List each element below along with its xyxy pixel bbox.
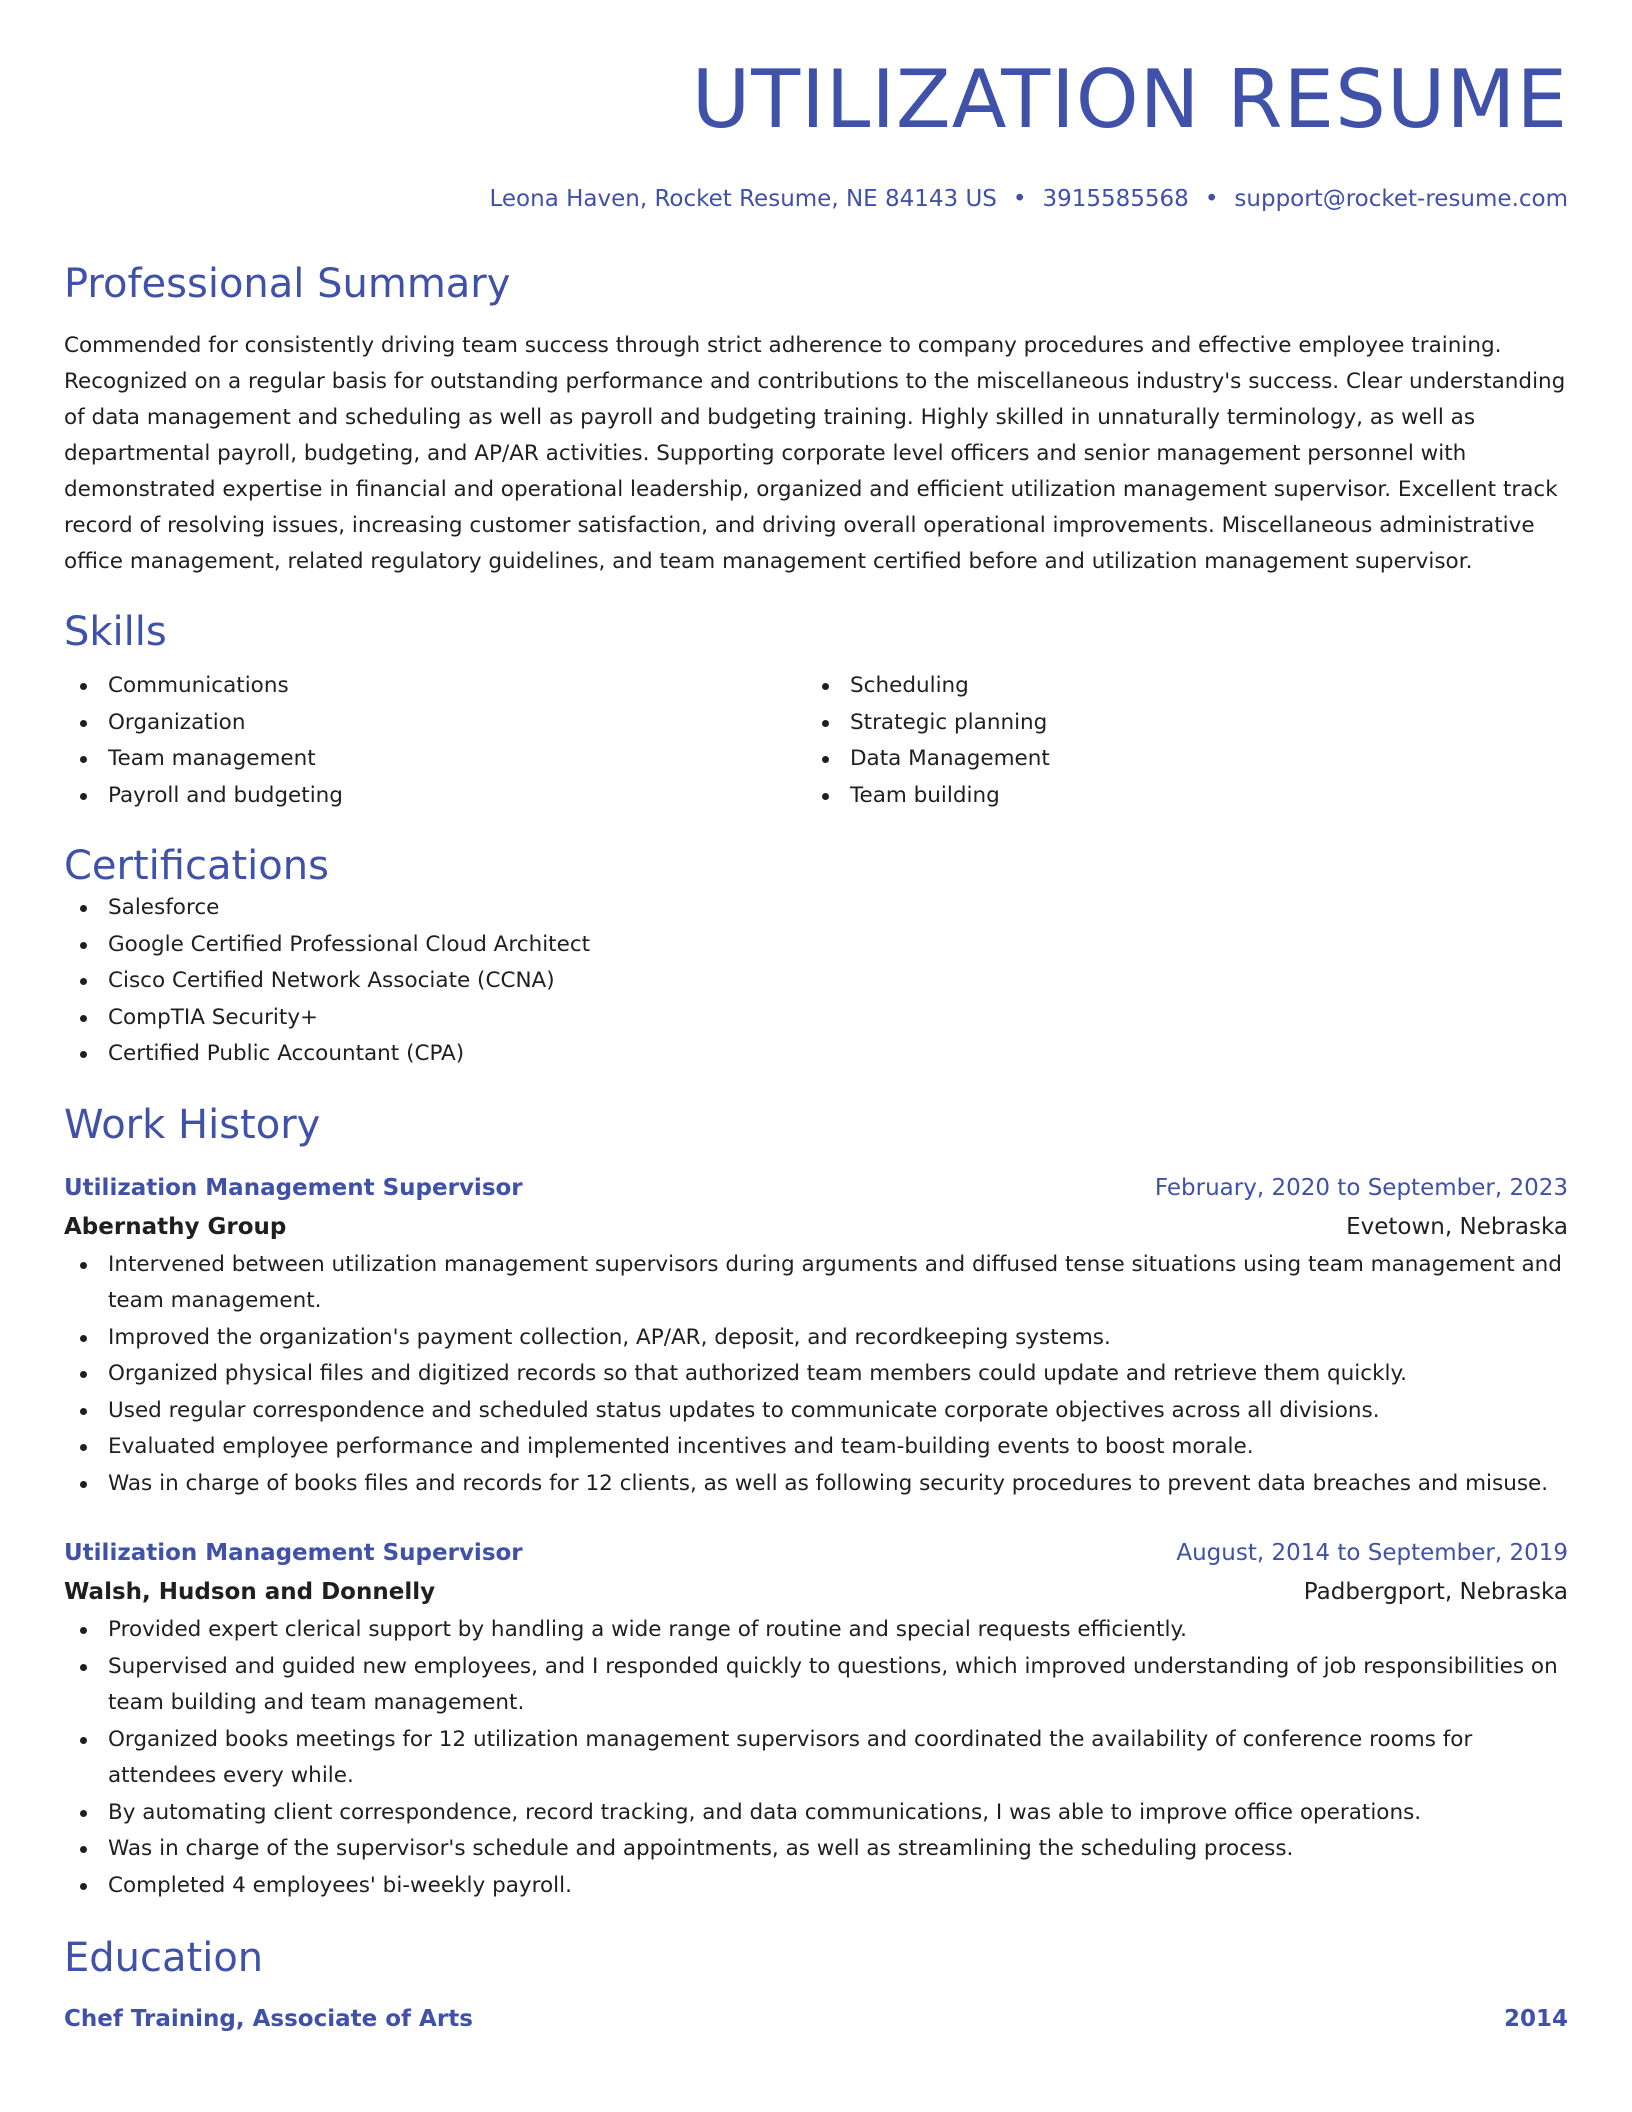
job-dates: February, 2020 to September, 2023 [1154, 1174, 1568, 1201]
job-bullets [64, 1247, 1568, 1503]
summary-text: Commended for consistently driving team success through strict adherence to company procedures and effective employee training. Recognized on a regular basis for outstanding performance and contributions to the miscellaneous industry's success. Clear understanding of data management and scheduling as well as payroll and budgeting training. Highly skilled in unnaturally terminology, as well as departmental payroll, budgeting, and AP/AR activities. Supporting corporate level officers and senior management personnel with demonstrated expertise in financial and operational leadership, organized and efficient utilization management supervisor. Excellent track record of resolving issues, increasing customer satisfaction, and driving overall operational improvements. Miscellaneous administrative office management, related regulatory guidelines, and team management certified before and utilization management supervisor. [64, 333, 1566, 574]
certifications-heading: Certifications [64, 843, 329, 889]
job-title: Utilization Management Supervisor [64, 1540, 523, 1566]
resume-name: UTILIZATION RESUME [691, 53, 1568, 146]
job-location: Evetown, Nebraska [1346, 1213, 1568, 1240]
skills-list-right [806, 668, 1548, 814]
job-location: Padbergport, Nebraska [1303, 1579, 1568, 1605]
contact-separator: • [1204, 186, 1219, 212]
job-bullet: Was in charge of books files and records for 12 clients, as well as following security procedures to prevent data breaches and misuse. [64, 1466, 1568, 1503]
job-bullet: Completed 4 employees' bi-weekly payroll. [64, 1868, 1568, 1905]
job-bullet: Evaluated employee performance and implemented incentives and team-building events to boost morale. [64, 1429, 1568, 1466]
skills-heading: Skills [64, 609, 167, 655]
job-bullet: Supervised and guided new employees, and I responded quickly to questions, which improved understanding of job responsibilities on team building and team management. [64, 1649, 1568, 1722]
job-entry [64, 1169, 1568, 1503]
resume-header [64, 0, 1568, 214]
job-company-row [64, 1207, 1568, 1247]
job-bullet: Intervened between utilization management supervisors during arguments and diffused tense situations using team management and team management. [64, 1247, 1568, 1320]
certification-item: Google Certified Professional Cloud Architect [64, 927, 1568, 964]
job-bullet: Organized physical files and digitized records so that authorized team members could update and retrieve them quickly. [64, 1356, 1568, 1393]
skills-list-left [64, 668, 806, 814]
job-company: Walsh, Hudson and Donnelly [64, 1579, 436, 1605]
skill-item: Communications [64, 668, 806, 705]
education-heading: Education [64, 1935, 264, 1981]
job-bullets [64, 1612, 1568, 1904]
education-degree: Chef Training, Associate of Arts [64, 2006, 473, 2032]
job-title-row [64, 1534, 1568, 1572]
job-bullet: Improved the organization's payment collection, AP/AR, deposit, and recordkeeping systems. [64, 1320, 1568, 1357]
work-history-heading: Work History [64, 1101, 321, 1148]
contact-line [64, 184, 1568, 214]
job-title-row [64, 1169, 1568, 1207]
skill-item: Payroll and budgeting [64, 778, 806, 815]
certification-item: Salesforce [64, 890, 1568, 927]
job-company-row [64, 1572, 1568, 1612]
job-bullet: Used regular correspondence and scheduled status updates to communicate corporate objectives across all divisions. [64, 1393, 1568, 1430]
certification-item: Certified Public Accountant (CPA) [64, 1036, 1568, 1073]
contact-separator: • [1012, 186, 1027, 212]
contact-phone: 3915585568 [1042, 186, 1189, 212]
skill-item: Team building [806, 778, 1548, 815]
certification-item: Cisco Certified Network Associate (CCNA) [64, 963, 1568, 1000]
job-title: Utilization Management Supervisor [64, 1174, 523, 1201]
resume-page [64, 0, 1568, 2038]
contact-email: support@rocket-resume.com [1234, 186, 1568, 212]
skill-item: Data Management [806, 741, 1548, 778]
job-bullet: Was in charge of the supervisor's schedule and appointments, as well as streamlining the scheduling process. [64, 1831, 1568, 1868]
job-company: Abernathy Group [64, 1213, 287, 1240]
summary-heading: Professional Summary [64, 261, 511, 307]
skill-item: Organization [64, 705, 806, 742]
job-dates: August, 2014 to September, 2019 [1176, 1540, 1568, 1566]
certification-item: CompTIA Security+ [64, 1000, 1568, 1037]
education-year: 2014 [1503, 2006, 1568, 2032]
job-bullet: Provided expert clerical support by handling a wide range of routine and special requests efficiently. [64, 1612, 1568, 1649]
job-bullet: Organized books meetings for 12 utilization management supervisors and coordinated the availability of conference rooms for attendees every while. [64, 1722, 1568, 1795]
job-entry [64, 1534, 1568, 1904]
skills-columns [64, 668, 1568, 814]
contact-address: Leona Haven, Rocket Resume, NE 84143 US [489, 186, 997, 212]
skill-item: Team management [64, 741, 806, 778]
certifications-list [64, 890, 1568, 1073]
job-bullet: By automating client correspondence, record tracking, and data communications, I was able to improve office operations. [64, 1795, 1568, 1832]
education-entry [64, 2000, 1568, 2038]
skill-item: Strategic planning [806, 705, 1548, 742]
skill-item: Scheduling [806, 668, 1548, 705]
